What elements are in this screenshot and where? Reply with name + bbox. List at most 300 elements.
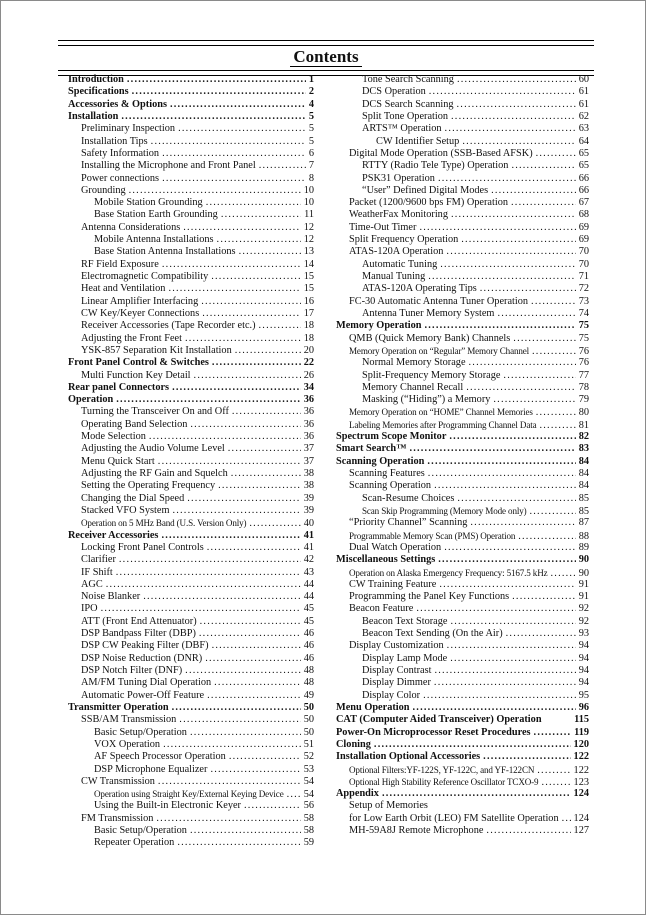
toc-leader-dots: [190, 727, 301, 739]
toc-entry: [336, 320, 589, 332]
toc-leader-dots: [211, 271, 300, 283]
toc-entry: [336, 160, 589, 172]
toc-entry: [68, 271, 314, 283]
toc-leader-dots: [168, 283, 300, 295]
toc-entry-page-number: 91: [578, 591, 589, 603]
toc-entry-page-number: 122: [573, 764, 589, 776]
toc-entry: [336, 185, 589, 197]
toc-leader-dots: [491, 185, 576, 197]
toc-entry-page-number: 39: [303, 504, 314, 516]
toc-entry-page-number: 8: [308, 172, 314, 184]
toc-entry-label: Memory Operation on “HOME” Channel Memories: [349, 407, 533, 418]
toc-leader-dots: [382, 788, 571, 800]
toc-entry-page-number: 65: [578, 147, 589, 159]
toc-entry-label: Linear Amplifier Interfacing: [81, 295, 199, 307]
toc-entry: [336, 394, 589, 406]
toc-leader-dots: [425, 320, 576, 332]
toc-leader-dots: [562, 813, 571, 825]
toc-leader-dots: [462, 136, 575, 148]
toc-leader-dots: [470, 517, 575, 529]
toc-leader-dots: [449, 431, 575, 443]
toc-entry-page-number: 75: [578, 320, 589, 332]
toc-entry-page-number: 38: [303, 480, 314, 492]
toc-entry-page-number: 53: [303, 763, 314, 775]
toc-entry: [336, 480, 589, 492]
toc-entry-page-number: 34: [303, 381, 314, 393]
toc-leader-dots: [534, 727, 572, 739]
toc-entry-page-number: 12: [303, 234, 314, 246]
toc-entry: [336, 382, 589, 394]
toc-entry-label: RTTY (Radio Tele Type) Operation: [362, 160, 509, 172]
toc-entry: [68, 283, 314, 295]
toc-entry: [336, 468, 589, 480]
toc-entry: [68, 567, 314, 579]
toc-entry: [68, 394, 314, 406]
toc-entry-label: DCS Search Scanning: [362, 98, 454, 110]
toc-entry-label: Basic Setup/Operation: [94, 825, 187, 837]
toc-entry-page-number: 36: [303, 406, 314, 418]
toc-entry-page-number: 41: [303, 541, 314, 553]
toc-entry-label: Setting the Operating Frequency: [81, 480, 216, 492]
toc-leader-dots: [480, 283, 576, 295]
toc-entry-page-number: 73: [578, 295, 589, 307]
toc-entry: [68, 468, 314, 480]
toc-entry: [68, 86, 314, 98]
toc-entry-label: Scanning Operation: [349, 480, 432, 492]
toc-entry-page-number: 68: [578, 209, 589, 221]
toc-entry-page-number: 81: [578, 419, 589, 431]
toc-entry-label: Repeater Operation: [94, 837, 175, 849]
toc-entry-page-number: 94: [578, 677, 589, 689]
toc-entry-label: Locking Front Panel Controls: [81, 541, 204, 553]
toc-entry-label: Display Dimmer: [362, 677, 431, 689]
toc-leader-dots: [163, 739, 301, 751]
toc-entry-page-number: 50: [303, 726, 314, 738]
toc-entry-label: Installation Optional Accessories: [336, 751, 481, 763]
toc-entry: [336, 123, 589, 135]
toc-entry-page-number: 115: [574, 714, 589, 726]
toc-entry-label: CW Training Feature: [349, 578, 437, 590]
toc-leader-dots: [207, 690, 301, 702]
toc-entry: [68, 813, 314, 825]
toc-entry-page-number: 13: [303, 246, 314, 258]
toc-entry-page-number: 18: [303, 320, 314, 332]
toc-entry-page-number: 80: [578, 407, 589, 419]
toc-entry-page-number: 43: [303, 566, 314, 578]
toc-leader-dots: [244, 800, 301, 812]
toc-leader-dots: [185, 665, 301, 677]
toc-entry-label: Menu Quick Start: [81, 455, 155, 467]
toc-leader-dots: [259, 160, 306, 172]
toc-entry: [336, 616, 589, 628]
toc-entry: [336, 714, 589, 726]
toc-entry-label: Accessories & Options: [68, 98, 167, 110]
toc-entry: [68, 554, 314, 566]
toc-entry-page-number: 44: [303, 591, 314, 603]
toc-entry-label: Display Contrast: [362, 665, 432, 676]
toc-entry: [68, 333, 314, 345]
toc-entry-page-number: 77: [578, 369, 589, 381]
page-title: Contents: [290, 47, 361, 67]
toc-entry: [68, 136, 314, 148]
toc-entry-page-number: 61: [578, 98, 589, 110]
toc-entry-page-number: 48: [303, 665, 314, 676]
toc-entry-page-number: 26: [303, 369, 314, 381]
toc-entry-page-number: 90: [578, 554, 589, 566]
toc-leader-dots: [374, 739, 571, 751]
toc-entry: [336, 764, 589, 776]
toc-leader-dots: [511, 197, 576, 209]
toc-entry-label: Receiver Accessories (Tape Recorder etc.): [81, 320, 256, 332]
toc-leader-dots: [419, 222, 575, 234]
toc-entry-label: Digital Mode Operation (SSB-Based AFSK): [349, 147, 533, 159]
toc-entry-page-number: 95: [578, 689, 589, 701]
toc-entry-page-number: 36: [303, 418, 314, 430]
toc-leader-dots: [183, 222, 300, 234]
toc-leader-dots: [259, 320, 301, 332]
toc-leader-dots: [427, 456, 575, 468]
toc-entry: [336, 727, 589, 739]
toc-entry-label: Turning the Transceiver On and Off: [81, 406, 229, 418]
toc-entry-page-number: 45: [303, 615, 314, 627]
toc-entry-label: Display Customization: [349, 640, 444, 652]
toc-leader-dots: [172, 505, 300, 517]
toc-entry-label: DSP Bandpass Filter (DBP): [81, 628, 196, 640]
toc-entry-label: Changing the Dial Speed: [81, 492, 185, 504]
toc-entry-label: DSP CW Peaking Filter (DBF): [81, 640, 209, 652]
toc-entry: [68, 370, 314, 382]
toc-entry-page-number: 52: [303, 751, 314, 763]
toc-leader-dots: [177, 837, 300, 849]
toc-entry: [336, 751, 589, 763]
toc-leader-dots: [212, 640, 301, 652]
toc-entry: [68, 603, 314, 615]
toc-entry-label: Base Station Antenna Installations: [94, 246, 236, 258]
toc-leader-dots: [447, 640, 576, 652]
toc-entry-label: Base Station Earth Grounding: [94, 209, 218, 221]
toc-entry: [336, 776, 589, 788]
toc-entry-label: Using the Built-in Electronic Keyer: [94, 800, 241, 812]
toc-leader-dots: [429, 86, 576, 98]
toc-entry-page-number: 49: [303, 689, 314, 701]
toc-leader-dots: [190, 419, 300, 431]
toc-entry-label: Masking (“Hiding”) a Memory: [362, 394, 491, 406]
toc-entry: [336, 222, 589, 234]
toc-entry-page-number: 90: [578, 567, 589, 579]
toc-entry: [68, 505, 314, 517]
toc-entry-label: Memory Operation: [336, 320, 422, 332]
toc-entry-page-number: 59: [303, 837, 314, 849]
toc-leader-dots: [416, 603, 575, 615]
toc-entry-label: Menu Operation: [336, 701, 410, 713]
toc-entry: [336, 690, 589, 702]
toc-leader-dots: [428, 271, 575, 283]
toc-entry-label: Operating Band Selection: [81, 418, 188, 430]
toc-entry: [68, 357, 314, 369]
toc-entry: [68, 160, 314, 172]
toc-entry: [68, 714, 314, 726]
toc-entry-label: Operation using Straight Key/External Keying Device: [94, 789, 284, 800]
toc-entry: [68, 173, 314, 185]
toc-leader-dots: [512, 591, 576, 603]
toc-entry: [68, 776, 314, 788]
toc-entry-page-number: 64: [578, 135, 589, 147]
toc-entry: [336, 136, 589, 148]
toc-entry-label: Split Tone Operation: [362, 110, 449, 122]
toc-leader-dots: [202, 308, 301, 320]
toc-leader-dots: [217, 234, 301, 246]
toc-entry-page-number: 92: [578, 603, 589, 615]
toc-leader-dots: [445, 123, 576, 135]
toc-entry: [68, 419, 314, 431]
toc-entry: [336, 665, 589, 677]
toc-leader-dots: [158, 776, 301, 788]
toc-entry: [336, 308, 589, 320]
toc-entry-page-number: 88: [578, 530, 589, 542]
toc-entry: [336, 530, 589, 542]
toc-entry: [336, 419, 589, 431]
toc-entry-label: YSK-857 Separation Kit Installation: [81, 344, 232, 356]
toc-leader-dots: [446, 246, 575, 258]
toc-entry-label: RF Field Exposure: [81, 258, 159, 270]
toc-entry: [68, 493, 314, 505]
toc-leader-dots: [513, 333, 575, 345]
toc-entry-page-number: 65: [578, 160, 589, 172]
toc-entry: [336, 493, 589, 505]
toc-leader-dots: [493, 394, 575, 406]
toc-entry-label: IPO: [81, 603, 98, 615]
toc-entry-page-number: 67: [578, 197, 589, 209]
toc-entry: [68, 690, 314, 702]
toc-entry-label: Power-On Microprocessor Reset Procedures: [336, 726, 531, 738]
toc-entry-page-number: 123: [573, 776, 589, 788]
toc-entry-page-number: 10: [303, 184, 314, 196]
toc-entry: [336, 505, 589, 517]
toc-entry-label: Multi Function Key Detail: [81, 369, 191, 381]
toc-entry-page-number: 92: [578, 615, 589, 627]
toc-leader-dots: [214, 677, 301, 689]
toc-entry-label: Split-Frequency Memory Storage: [362, 369, 501, 381]
toc-leader-dots: [239, 246, 301, 258]
toc-entry: [68, 259, 314, 271]
toc-entry-label: Mobile Antenna Installations: [94, 234, 214, 246]
toc-entry-label: Spectrum Scope Monitor: [336, 431, 447, 443]
toc-entry: [68, 148, 314, 160]
toc-leader-dots: [461, 234, 575, 246]
toc-entry-page-number: 44: [303, 578, 314, 590]
toc-entry-page-number: 62: [578, 110, 589, 122]
toc-entry: [68, 628, 314, 640]
toc-entry-page-number: 79: [578, 394, 589, 406]
toc-leader-dots: [438, 554, 575, 566]
toc-entry: [336, 333, 589, 345]
toc-leader-dots: [439, 579, 575, 591]
toc-entry-page-number: 66: [578, 184, 589, 196]
toc-entry-page-number: 119: [574, 726, 589, 738]
toc-leader-dots: [116, 567, 301, 579]
toc-entry: [336, 640, 589, 652]
toc-entry-label: Antenna Tuner Memory System: [362, 307, 495, 319]
page-header: [58, 40, 594, 76]
toc-leader-dots: [450, 653, 575, 665]
toc-entry: [68, 542, 314, 554]
toc-entry-label: Installing the Microphone and Front Panel: [81, 160, 256, 172]
toc-entry-label: Adjusting the Audio Volume Level: [81, 443, 225, 455]
toc-leader-dots: [149, 431, 301, 443]
toc-leader-dots: [158, 456, 301, 468]
toc-entry: [336, 246, 589, 258]
toc-entry-label: Smart Search™: [336, 443, 407, 455]
toc-leader-dots: [210, 764, 300, 776]
toc-entry-page-number: 46: [303, 628, 314, 640]
toc-leader-dots: [444, 542, 576, 554]
toc-leader-dots: [101, 603, 301, 615]
toc-entry-label: Optional High Stability Reference Oscillator TCXO-9: [349, 776, 539, 787]
toc-leader-dots: [440, 259, 575, 271]
toc-entry: [68, 677, 314, 689]
toc-entry-label: Programming the Panel Key Functions: [349, 591, 510, 603]
toc-leader-dots: [469, 357, 576, 369]
toc-entry-page-number: 84: [578, 468, 589, 479]
toc-entry-page-number: 46: [303, 640, 314, 652]
title-row: [58, 47, 594, 69]
toc-entry: [336, 579, 589, 591]
toc-entry: [68, 764, 314, 776]
toc-entry-label: “Priority Channel” Scanning: [349, 517, 468, 529]
toc-entry: [68, 640, 314, 652]
toc-entry: [68, 345, 314, 357]
toc-entry-label: Display Color: [362, 689, 421, 701]
toc-entry-page-number: 7: [308, 160, 314, 172]
toc-entry: [68, 517, 314, 529]
toc-entry-label: DSP Notch Filter (DNF): [81, 665, 183, 676]
toc-entry: [68, 246, 314, 258]
toc-entry: [68, 308, 314, 320]
toc-entry: [68, 74, 314, 86]
toc-entry: [336, 788, 589, 800]
toc-entry: [68, 530, 314, 542]
toc-entry: [68, 431, 314, 443]
toc-entry: [336, 345, 589, 357]
toc-entry: [336, 259, 589, 271]
toc-entry: [336, 825, 589, 837]
toc-entry-label: Basic Setup/Operation: [94, 726, 187, 738]
toc-entry-label: Clarifier: [81, 554, 116, 566]
toc-leader-dots: [187, 493, 300, 505]
toc-leader-dots: [537, 765, 570, 777]
toc-entry-page-number: 6: [308, 147, 314, 159]
toc-leader-dots: [185, 333, 301, 345]
toc-entry-label: CW Transmission: [81, 775, 155, 787]
toc-entry-page-number: 87: [578, 517, 589, 529]
toc-entry-label: AGC: [81, 578, 103, 590]
toc-leader-dots: [218, 480, 301, 492]
toc-entry: [68, 480, 314, 492]
toc-entry-page-number: 4: [308, 98, 314, 110]
toc-leader-dots: [451, 111, 576, 123]
toc-leader-dots: [179, 714, 300, 726]
toc-entry: [336, 653, 589, 665]
toc-entry: [336, 813, 589, 825]
toc-entry-label: Scan Skip Programming (Memory Mode only): [362, 505, 527, 516]
toc-entry-page-number: 93: [578, 628, 589, 640]
toc-entry-label: Time-Out Timer: [349, 221, 417, 233]
double-rule-top: [58, 40, 594, 46]
toc-entry-page-number: 94: [578, 652, 589, 664]
toc-entry-label: CW Identifier Setup: [376, 135, 460, 147]
toc-entry-label: Cloning: [336, 738, 371, 750]
toc-entry: [68, 123, 314, 135]
toc-entry-page-number: 11: [304, 209, 314, 221]
toc-entry-page-number: 46: [303, 652, 314, 664]
toc-entry: [68, 382, 314, 394]
toc-entry: [336, 554, 589, 566]
toc-leader-dots: [212, 357, 301, 369]
toc-entry-page-number: 54: [303, 775, 314, 787]
toc-entry-page-number: 17: [303, 307, 314, 319]
toc-entry-page-number: 124: [573, 788, 589, 800]
toc-leader-dots: [162, 173, 306, 185]
toc-entry: [336, 271, 589, 283]
toc-leader-dots: [536, 148, 576, 160]
toc-entry-page-number: 78: [578, 381, 589, 393]
toc-leader-dots: [536, 407, 576, 419]
toc-leader-dots: [205, 653, 301, 665]
toc-entry-label: Miscellaneous Settings: [336, 554, 436, 566]
toc-leader-dots: [221, 209, 301, 221]
toc-entry-page-number: 41: [303, 529, 314, 541]
toc-entry-page-number: 58: [303, 825, 314, 837]
toc-entry-label: Safety Information: [81, 147, 160, 159]
toc-entry-label: Programmable Memory Scan (PMS) Operation: [349, 530, 516, 541]
toc-entry-label: Automatic Power-Off Feature: [81, 689, 205, 701]
toc-entry-page-number: 96: [578, 701, 589, 713]
toc-entry-label: Beacon Text Storage: [362, 615, 448, 627]
toc-entry-label: Noise Blanker: [81, 591, 141, 603]
toc-entry-label: Memory Channel Recall: [362, 381, 464, 393]
toc-entry: [336, 148, 589, 160]
toc-leader-dots: [423, 690, 576, 702]
toc-entry: [68, 837, 314, 849]
toc-leader-dots: [503, 370, 575, 382]
toc-entry-page-number: 120: [573, 738, 589, 750]
toc-entry-page-number: 63: [578, 123, 589, 135]
toc-entry-label: QMB (Quick Memory Bank) Channels: [349, 332, 511, 344]
toc-entry-label: Scanning Operation: [336, 455, 425, 467]
toc-entry-label: FC-30 Automatic Antenna Tuner Operation: [349, 295, 529, 307]
toc-leader-dots: [199, 628, 301, 640]
toc-entry-page-number: 82: [578, 431, 589, 443]
toc-leader-dots: [162, 259, 301, 271]
toc-entry-page-number: 5: [308, 135, 314, 147]
toc-leader-dots: [483, 751, 570, 763]
toc-entry-page-number: 69: [578, 221, 589, 233]
toc-entry-label: Adjusting the Front Feet: [81, 332, 182, 344]
toc-leader-dots: [435, 665, 576, 677]
toc-entry: [336, 567, 589, 579]
toc-leader-dots: [413, 702, 576, 714]
toc-entry-label: Mode Selection: [81, 431, 146, 443]
toc-leader-dots: [206, 197, 301, 209]
toc-entry-label: Optional Filters:YF-122S, YF-122C, and YF-122CN: [349, 764, 535, 775]
toc-entry: [68, 702, 314, 714]
toc-entry: [336, 74, 589, 86]
toc-leader-dots: [106, 579, 301, 591]
toc-leader-dots: [161, 530, 300, 542]
toc-entry-label: Normal Memory Storage: [362, 357, 466, 369]
toc-entry-label: Tone Search Scanning: [362, 74, 454, 85]
toc-entry: [68, 209, 314, 221]
